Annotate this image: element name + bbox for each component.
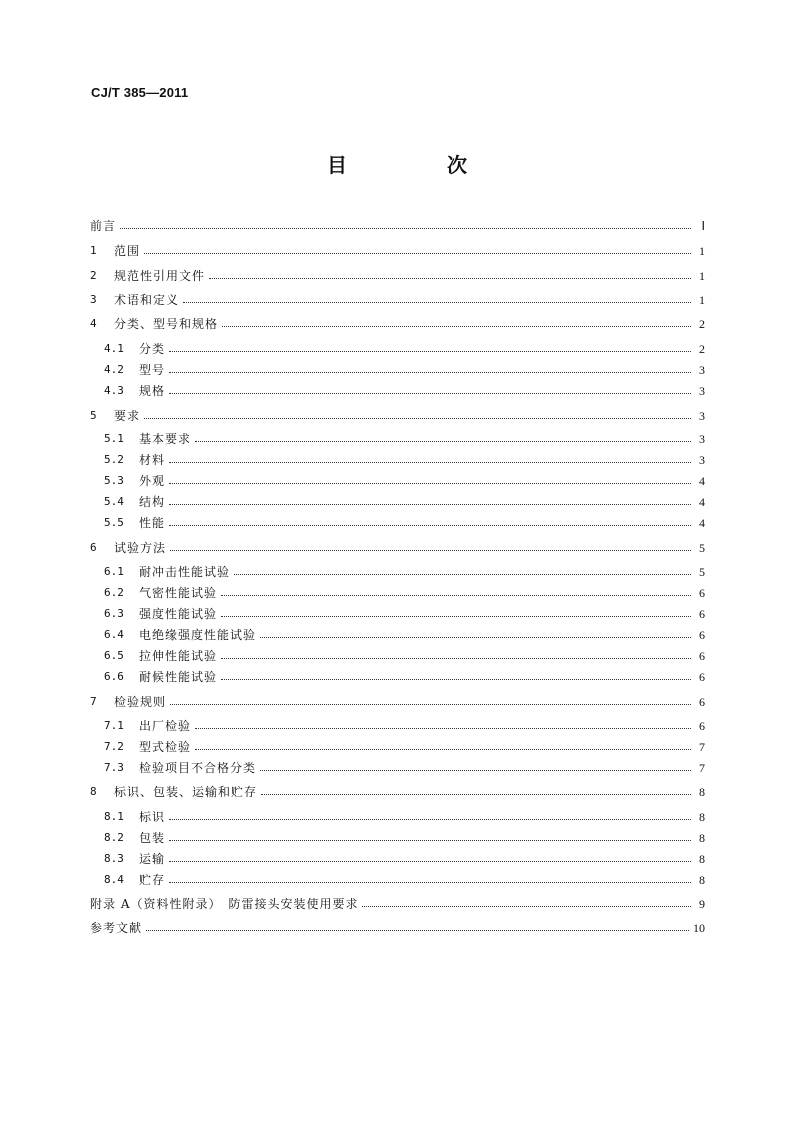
toc-entry-label: 包装 — [139, 831, 166, 845]
toc-entry-page: 1 — [699, 269, 705, 283]
toc-entry-label: 材料 — [139, 453, 166, 467]
toc-entry-page: 8 — [699, 852, 705, 866]
toc-entry-number: 5 — [90, 409, 97, 422]
toc-entry-page: 6 — [699, 649, 705, 663]
toc-entry-number: 7.2 — [104, 740, 124, 753]
toc-entry-page: 3 — [699, 363, 705, 377]
toc-entry-label: 标识、包装、运输和贮存 — [114, 785, 258, 799]
toc-entry[interactable] — [90, 513, 705, 533]
dot-leader — [221, 678, 691, 680]
toc-entry-number: 5.4 — [104, 495, 124, 508]
toc-entry-number: 5.3 — [104, 474, 124, 487]
toc-entry-page: 5 — [699, 565, 705, 579]
toc-entry[interactable] — [90, 828, 705, 848]
toc-entry-number: 6.4 — [104, 628, 124, 641]
dot-leader — [221, 615, 691, 617]
dot-leader — [260, 636, 691, 638]
toc-entry-page: 8 — [699, 810, 705, 824]
toc-entry-label: 分类、型号和规格 — [114, 317, 219, 331]
toc-entry-number: 7.3 — [104, 761, 124, 774]
toc-entry-label: 分类 — [139, 342, 166, 356]
toc-entry[interactable] — [90, 604, 705, 624]
toc-entry-number: 6.2 — [104, 586, 124, 599]
toc-entry[interactable] — [90, 492, 705, 512]
toc-entry-page: 2 — [699, 342, 705, 356]
dot-leader — [222, 325, 691, 327]
toc-entry-number: 2 — [90, 269, 97, 282]
toc-entry-label: 气密性能试验 — [139, 586, 218, 600]
toc-entry-number: 6.5 — [104, 649, 124, 662]
toc-entry-label: 要求 — [114, 409, 141, 423]
toc-entry-page: 3 — [699, 384, 705, 398]
toc-entry-number: 7 — [90, 695, 97, 708]
toc-entry-number: 4.1 — [104, 342, 124, 355]
toc-entry-page: 6 — [699, 628, 705, 642]
toc-entry-number: 8.4 — [104, 873, 124, 886]
toc-entry[interactable] — [90, 360, 705, 380]
toc-entry-page: 4 — [699, 474, 705, 488]
toc-entry-label: 基本要求 — [139, 432, 192, 446]
toc-entry-label: 贮存 — [139, 873, 166, 887]
dot-leader — [221, 657, 691, 659]
toc-entry[interactable] — [90, 538, 705, 558]
toc-entry[interactable] — [90, 450, 705, 470]
toc-entry-page: 1 — [699, 293, 705, 307]
toc-entry-number: 1 — [90, 244, 97, 257]
toc-entry-page: 9 — [699, 897, 705, 911]
toc-entry-label: 拉伸性能试验 — [139, 649, 218, 663]
toc-entry-page: 4 — [699, 495, 705, 509]
toc-entry-number: 6.1 — [104, 565, 124, 578]
toc-entry-label: 耐冲击性能试验 — [139, 565, 231, 579]
toc-entry[interactable] — [90, 471, 705, 491]
dot-leader — [169, 350, 691, 352]
toc-entry-page: 3 — [699, 409, 705, 423]
toc-entry-label: 型式检验 — [139, 740, 192, 754]
toc-entry-label: 运输 — [139, 852, 166, 866]
toc-entry-label: 出厂检验 — [139, 719, 192, 733]
toc-entry-number: 4 — [90, 317, 97, 330]
toc-entry-label: 标识 — [139, 810, 166, 824]
dot-leader — [362, 905, 691, 907]
toc-entry-page: 8 — [699, 831, 705, 845]
toc-entry[interactable] — [90, 625, 705, 645]
toc-entry-label: 型号 — [139, 363, 166, 377]
toc-entry[interactable] — [90, 216, 705, 236]
toc-entry-label: 参考文献 — [90, 921, 143, 935]
toc-entry[interactable] — [90, 381, 705, 401]
toc-entry-label: 试验方法 — [114, 541, 167, 555]
dot-leader — [144, 417, 691, 419]
toc-entry-number: 6 — [90, 541, 97, 554]
toc-entry-page: 2 — [699, 317, 705, 331]
toc-entry[interactable] — [90, 562, 705, 582]
toc-entry-number: 8 — [90, 785, 97, 798]
toc-entry-page: 5 — [699, 541, 705, 555]
toc-entry[interactable] — [90, 716, 705, 736]
toc-entry-number: 4.3 — [104, 384, 124, 397]
toc-entry[interactable] — [90, 667, 705, 687]
dot-leader — [169, 482, 691, 484]
toc-entry[interactable] — [90, 646, 705, 666]
toc-entry-label: 规范性引用文件 — [114, 269, 206, 283]
toc-entry-page: 6 — [699, 586, 705, 600]
dot-leader — [169, 503, 691, 505]
toc-entry-number: 5.2 — [104, 453, 124, 466]
dot-leader — [170, 549, 691, 551]
toc-entry-number: 8.1 — [104, 810, 124, 823]
toc-entry[interactable] — [90, 314, 705, 334]
toc-entry-number: 5.1 — [104, 432, 124, 445]
toc-entry[interactable] — [90, 782, 705, 802]
toc-entry-number: 4.2 — [104, 363, 124, 376]
toc-entry-page: 10 — [693, 921, 705, 935]
toc-entry-number: 6.3 — [104, 607, 124, 620]
toc-entry[interactable] — [90, 406, 705, 426]
toc-entry-label: 性能 — [139, 516, 166, 530]
dot-leader — [221, 594, 691, 596]
toc-entry-page: 6 — [699, 695, 705, 709]
toc-entry[interactable] — [90, 692, 705, 712]
toc-entry-number: 6.6 — [104, 670, 124, 683]
toc-entry-number: 8.2 — [104, 831, 124, 844]
toc-entry-label: 检验项目不合格分类 — [139, 761, 257, 775]
toc-entry[interactable] — [90, 583, 705, 603]
toc-entry[interactable] — [90, 290, 705, 310]
toc-entry-page: 1 — [699, 244, 705, 258]
dot-leader — [170, 703, 691, 705]
toc-entry-label: 结构 — [139, 495, 166, 509]
toc-entry-label: 检验规则 — [114, 695, 167, 709]
dot-leader — [209, 277, 691, 279]
dot-leader — [183, 301, 691, 303]
toc-entry-label: 术语和定义 — [114, 293, 180, 307]
toc-entry-page: 3 — [699, 432, 705, 446]
toc-entry-label: 范围 — [114, 244, 141, 258]
dot-leader — [169, 860, 691, 862]
dot-leader — [169, 392, 691, 394]
dot-leader — [195, 748, 691, 750]
dot-leader — [195, 727, 691, 729]
toc-entry[interactable] — [90, 870, 705, 890]
toc-entry[interactable] — [90, 737, 705, 757]
toc-entry-page: 6 — [699, 607, 705, 621]
toc-entry[interactable] — [90, 339, 705, 359]
dot-leader — [169, 839, 691, 841]
toc-entry[interactable] — [90, 849, 705, 869]
dot-leader — [195, 440, 691, 442]
toc-entry-page: Ⅰ — [701, 219, 705, 233]
toc-entry-page: 8 — [699, 785, 705, 799]
toc-entry-page: 6 — [699, 719, 705, 733]
dot-leader — [169, 881, 691, 883]
toc-entry[interactable] — [90, 241, 705, 261]
dot-leader — [260, 769, 691, 771]
dot-leader — [144, 252, 691, 254]
toc-entry-page: 6 — [699, 670, 705, 684]
dot-leader — [146, 929, 689, 931]
toc-entry-number: 5.5 — [104, 516, 124, 529]
toc-entry-label: 外观 — [139, 474, 166, 488]
toc-entry-page: 7 — [699, 761, 705, 775]
dot-leader — [261, 793, 691, 795]
dot-leader — [234, 573, 691, 575]
toc-entry-page: 3 — [699, 453, 705, 467]
dot-leader — [169, 371, 691, 373]
standard-code: CJ/T 385—2011 — [91, 85, 189, 100]
toc-entry-number: 7.1 — [104, 719, 124, 732]
toc-entry-label: 强度性能试验 — [139, 607, 218, 621]
toc-entry[interactable] — [90, 807, 705, 827]
toc-entry[interactable] — [90, 758, 705, 778]
dot-leader — [169, 818, 691, 820]
page-title: 目 次 — [327, 153, 507, 177]
toc-entry[interactable] — [90, 266, 705, 286]
dot-leader — [169, 524, 691, 526]
toc-entry-page: 4 — [699, 516, 705, 530]
toc-entry-label: 前言 — [90, 219, 117, 233]
toc-entry[interactable] — [90, 918, 705, 938]
dot-leader — [169, 461, 691, 463]
dot-leader — [120, 227, 691, 229]
toc-entry-label: 电绝缘强度性能试验 — [139, 628, 257, 642]
toc-entry-label: 规格 — [139, 384, 166, 398]
toc-entry-number: 8.3 — [104, 852, 124, 865]
toc-entry-label: 耐候性能试验 — [139, 670, 218, 684]
toc-entry-number: 3 — [90, 293, 97, 306]
toc-entry-page: 7 — [699, 740, 705, 754]
toc-entry[interactable] — [90, 894, 705, 914]
toc-entry-label: 附录 A（资料性附录） 防雷接头安装使用要求 — [90, 897, 359, 911]
toc-entry[interactable] — [90, 429, 705, 449]
toc-entry-page: 8 — [699, 873, 705, 887]
